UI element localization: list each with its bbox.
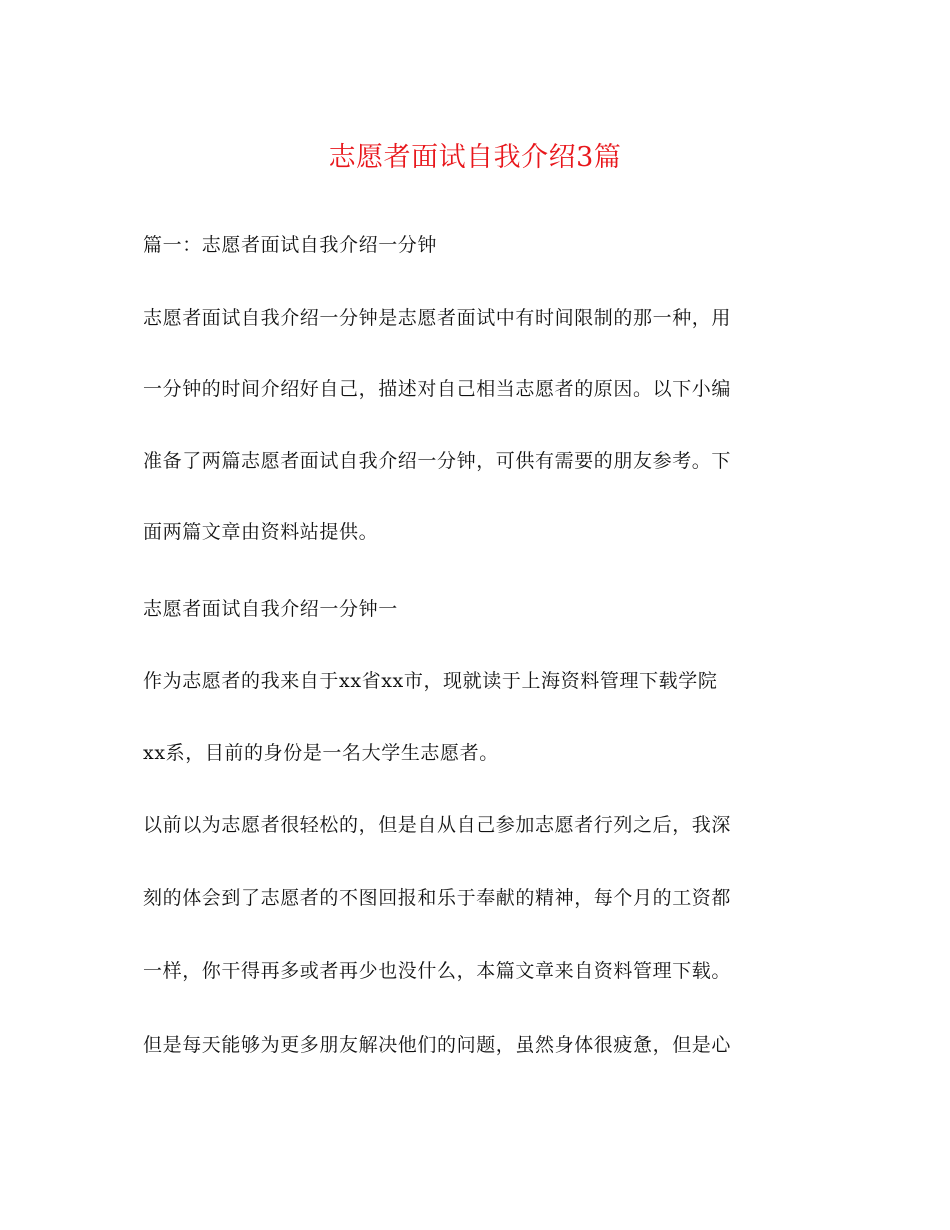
document-title: 志愿者面试自我介绍3篇 [328,142,622,173]
paragraph-line: 一样，你干得再多或者再少也没什么，本篇文章来自资料管理下载。 [143,960,732,982]
paragraph-line: 准备了两篇志愿者面试自我介绍一分钟，可供有需要的朋友参考。下 [143,450,732,472]
paragraph-line: 面两篇文章由资料站提供。 [143,521,379,543]
paragraph-line: 但是每天能够为更多朋友解决他们的问题，虽然身体很疲惫，但是心 [143,1034,732,1056]
subheading: 志愿者面试自我介绍一分钟一 [143,598,398,620]
paragraph-line: 以前以为志愿者很轻松的，但是自从自己参加志愿者行列之后，我深 [143,814,732,836]
section-heading-1: 篇一：志愿者面试自我介绍一分钟 [143,234,438,256]
paragraph-line: 刻的体会到了志愿者的不图回报和乐于奉献的精神，每个月的工资都 [143,887,732,909]
paragraph-line: 作为志愿者的我来自于xx省xx市，现就读于上海资料管理下载学院 [143,670,718,692]
paragraph-line: xx系，目前的身份是一名大学生志愿者。 [143,742,499,764]
paragraph-line: 志愿者面试自我介绍一分钟是志愿者面试中有时间限制的那一种，用 [143,307,732,329]
paragraph-line: 一分钟的时间介绍好自己，描述对自己相当志愿者的原因。以下小编 [143,378,732,400]
